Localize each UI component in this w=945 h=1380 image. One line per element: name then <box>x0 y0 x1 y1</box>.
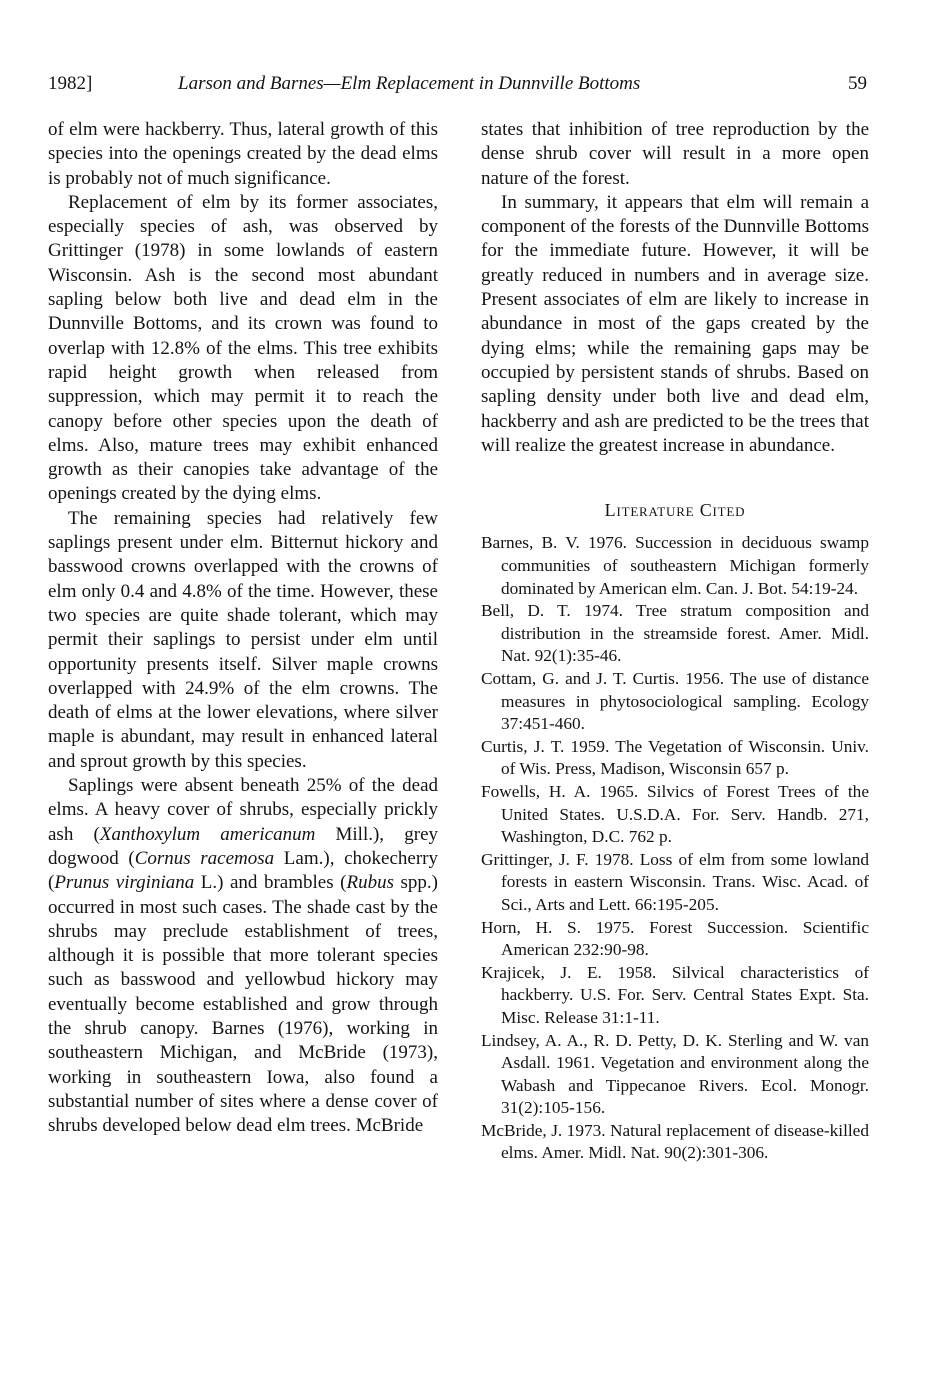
text-span: Saplings were absent beneath 25% of the dead elms. A heavy cover of shrubs, especially prickly ash ( <box>48 775 438 845</box>
text-span: spp.) occurred in most such cases. The shade cast by the shrubs may preclude establishment of trees, although it is possible that more tolerant species such as basswood and yellowbud hickory may eventually become established and grow through the shrub canopy. Barnes (1976), working in southeastern Michigan, and McBride (1973), working in southeastern Iowa, also found a substantial number of sites where a dense cover of shrubs developed below dead elm trees. McBride <box>48 872 438 1137</box>
reference-item: Horn, H. S. 1975. Forest Succession. Scientific American 232:90-98. <box>481 917 869 960</box>
header-year: 1982] <box>48 73 93 94</box>
text-span: Lam.), chokecherry ( <box>48 847 438 894</box>
paragraph-continuation: states that inhibition of tree reproduction by the dense shrub cover will result in a more open nature of the forest. <box>481 119 869 189</box>
right-column <box>481 118 869 1165</box>
reference-item: Bell, D. T. 1974. Tree stratum composition and distribution in the streamside forest. Amer. Midl. Nat. 92(1):35-46. <box>481 601 869 666</box>
paragraph-ash-replacement: Replacement of elm by its former associates, especially species of ash, was observed by Grittinger (1978) in some lowlands of eastern Wisconsin. Ash is the second most abundant sapling below both live and dead elm in the Dunnville Bottoms, and its crown was found to overlap with 12.8% of the elms. This tree exhibits rapid height growth when released from suppression, which may permit it to reach the canopy before other species upon the death of elms. Also, mature trees may exhibit enhanced growth as their canopies take advantage of the openings created by the dying elms. <box>48 191 438 505</box>
species-name: Cornus racemosa <box>134 847 275 869</box>
species-name: Prunus virginiana <box>54 872 195 894</box>
reference-item: Krajicek, J. E. 1958. Silvical characteristics of hackberry. U.S. For. Serv. Central States Expt. Sta. Misc. Release 31:1-11. <box>481 962 869 1027</box>
left-column <box>48 118 438 1138</box>
reference-item: Lindsey, A. A., R. D. Petty, D. K. Sterling and W. van Asdall. 1961. Vegetation and environment along the Wabash and Tippecanoe Rivers. Ecol. Monogr. 31(2):105-156. <box>481 1030 869 1118</box>
species-name: Rubus <box>346 872 394 894</box>
running-head <box>48 70 867 98</box>
paragraph-continuation: of elm were hackberry. Thus, lateral growth of this species into the openings created by the dead elms is probably not of much significance. <box>48 119 438 189</box>
species-name: Xanthoxylum americanum <box>99 823 316 845</box>
reference-list <box>481 532 869 1165</box>
reference-item: Grittinger, J. F. 1978. Loss of elm from some lowland forests in eastern Wisconsin. Trans. Wisc. Acad. of Sci., Arts and Lett. 66:195-205. <box>481 849 869 914</box>
paragraph-saplings-absent <box>48 774 438 1138</box>
literature-cited-heading: Literature Cited <box>604 500 746 521</box>
text-span: Mill.), grey dogwood ( <box>48 823 439 869</box>
reference-item: Barnes, B. V. 1976. Succession in deciduous swamp communities of southeastern Michigan formerly dominated by American elm. Can. J. Bot. 54:19-24. <box>481 533 869 598</box>
paragraph-remaining-species: The remaining species had relatively few saplings present under elm. Bitternut hickory and basswood crowns overlapped with the crowns of elm only 0.4 and 4.8% of the time. However, these two species are quite shade tolerant, which may permit their saplings to persist under elm until opportunity presents itself. Silver maple crowns overlapped with 24.9% of the elm crowns. The death of elms at the lower elevations, where silver maple is abundant, may result in enhanced lateral and sprout growth by this species. <box>48 507 438 772</box>
reference-item: McBride, J. 1973. Natural replacement of disease-killed elms. Amer. Midl. Nat. 90(2):301-306. <box>481 1120 869 1163</box>
page-number: 59 <box>848 73 867 94</box>
header-title: Larson and Barnes—Elm Replacement in Dunnville Bottoms <box>178 73 641 94</box>
reference-item: Cottam, G. and J. T. Curtis. 1956. The use of distance measures in phytosociological sampling. Ecology 37:451-460. <box>481 669 869 734</box>
reference-item: Curtis, J. T. 1959. The Vegetation of Wisconsin. Univ. of Wis. Press, Madison, Wisconsin 657 p. <box>481 736 869 779</box>
text-span: L.) and brambles ( <box>194 872 347 894</box>
paragraph-summary: In summary, it appears that elm will remain a component of the forests of the Dunnville Bottoms for the immediate future. However, it will be greatly reduced in numbers and in average size. Present associates of elm are likely to increase in abundance in most of the gaps created by the dying elms; while the remaining gaps may be occupied by persistent stands of shrubs. Based on sapling density under both live and dead elm, hackberry and ash are predicted to be the trees that will realize the greatest increase in abundance. <box>481 191 869 456</box>
reference-item: Fowells, H. A. 1965. Silvics of Forest Trees of the United States. U.S.D.A. For. Serv. Handb. 271, Washington, D.C. 762 p. <box>481 781 869 847</box>
